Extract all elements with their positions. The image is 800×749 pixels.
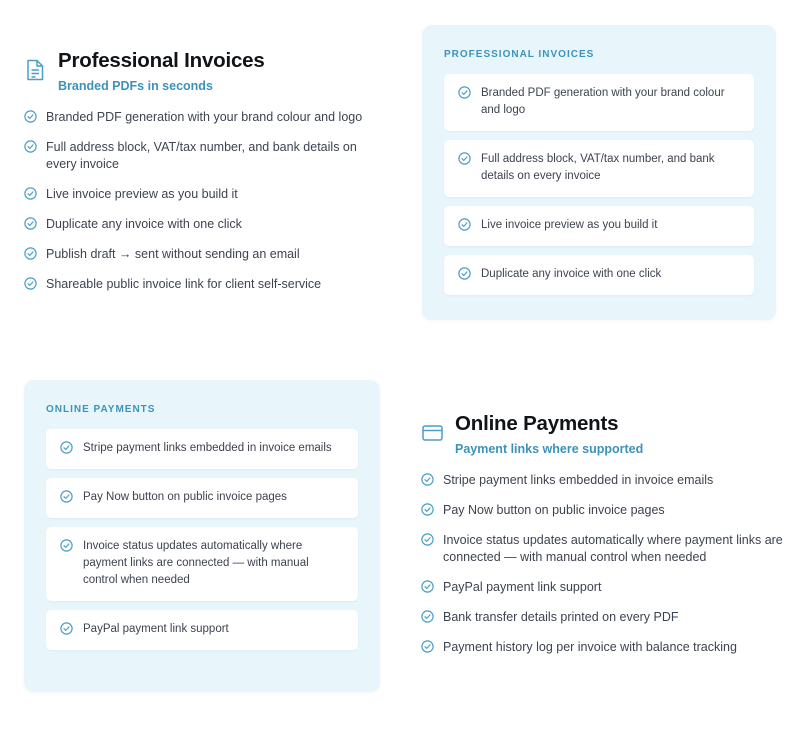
- panel-card: [444, 206, 754, 246]
- list-item-text: Payment history log per invoice with balance tracking: [443, 640, 737, 654]
- panel-card-text: Live invoice preview as you build it: [481, 219, 658, 231]
- payments-feature-list: [421, 472, 783, 656]
- list-item: [421, 579, 783, 596]
- panel-card: [444, 140, 754, 197]
- list-item: [24, 216, 384, 233]
- list-item-text: Duplicate any invoice with one click: [46, 217, 242, 231]
- check-circle-icon: [421, 610, 434, 623]
- panel-card: [46, 610, 358, 650]
- list-item: [24, 186, 384, 203]
- invoices-title: Professional Invoices: [58, 49, 265, 72]
- panel-card-text: Branded PDF generation with your brand colour and logo: [481, 87, 725, 116]
- list-item: [421, 472, 783, 489]
- credit-card-icon: [421, 421, 445, 445]
- invoices-subtitle: Branded PDFs in seconds: [58, 79, 213, 93]
- list-item: [24, 139, 384, 173]
- check-circle-icon: [421, 503, 434, 516]
- list-item: [421, 639, 783, 656]
- list-item: [24, 246, 384, 263]
- check-circle-icon: [60, 490, 73, 503]
- invoices-feature-list: [24, 109, 384, 293]
- invoices-panel: [422, 25, 776, 320]
- panel-card: [46, 429, 358, 469]
- list-item: [421, 532, 783, 566]
- document-icon: [24, 58, 48, 82]
- payments-subtitle: Payment links where supported: [455, 442, 644, 456]
- panel-card: [444, 74, 754, 131]
- panel-card-text: Full address block, VAT/tax number, and bank details on every invoice: [481, 153, 715, 182]
- list-item-text: Full address block, VAT/tax number, and bank details on every invoice: [46, 140, 357, 171]
- list-item-text: Shareable public invoice link for client self-service: [46, 277, 322, 291]
- check-circle-icon: [421, 473, 434, 486]
- list-item: [24, 109, 384, 126]
- check-circle-icon: [24, 247, 37, 260]
- check-circle-icon: [60, 622, 73, 635]
- check-circle-icon: [24, 187, 37, 200]
- list-item-text: PayPal payment link support: [443, 580, 602, 594]
- check-circle-icon: [458, 152, 471, 165]
- check-circle-icon: [458, 267, 471, 280]
- check-circle-icon: [421, 640, 434, 653]
- check-circle-icon: [24, 110, 37, 123]
- check-circle-icon: [24, 140, 37, 153]
- list-item-text: Invoice status updates automatically where payment links are connected — with manual control when needed: [443, 533, 783, 564]
- list-item-text: Stripe payment links embedded in invoice emails: [443, 473, 714, 487]
- invoices-feature: [24, 48, 384, 306]
- payments-panel: [24, 380, 380, 692]
- panel-card-text: Pay Now button on public invoice pages: [83, 491, 287, 503]
- check-circle-icon: [458, 86, 471, 99]
- list-item-text: Bank transfer details printed on every PDF: [443, 610, 679, 624]
- panel-card-text: Stripe payment links embedded in invoice emails: [83, 442, 332, 454]
- check-circle-icon: [458, 218, 471, 231]
- check-circle-icon: [60, 539, 73, 552]
- payments-title: Online Payments: [455, 412, 619, 435]
- panel-card-text: PayPal payment link support: [83, 623, 229, 635]
- list-item: [421, 609, 783, 626]
- list-item: [24, 276, 384, 293]
- payments-panel-label: ONLINE PAYMENTS: [46, 404, 156, 415]
- check-circle-icon: [60, 441, 73, 454]
- panel-card: [46, 478, 358, 518]
- panel-card-text: Invoice status updates automatically where payment links are connected — with manual control when needed: [83, 540, 309, 586]
- check-circle-icon: [24, 277, 37, 290]
- check-circle-icon: [24, 217, 37, 230]
- panel-card: [46, 527, 358, 601]
- list-item-text: Branded PDF generation with your brand colour and logo: [46, 110, 363, 124]
- check-circle-icon: [421, 533, 434, 546]
- panel-card-text: Duplicate any invoice with one click: [481, 268, 662, 280]
- list-item-text: Live invoice preview as you build it: [46, 187, 238, 201]
- list-item-text: Publish draft → sent without sending an email: [46, 247, 300, 261]
- panel-card: [444, 255, 754, 295]
- check-circle-icon: [421, 580, 434, 593]
- payments-feature: [421, 411, 783, 669]
- invoices-header: [24, 48, 384, 93]
- payments-header: [421, 411, 783, 456]
- invoices-panel-label: PROFESSIONAL INVOICES: [444, 49, 595, 60]
- list-item-text: Pay Now button on public invoice pages: [443, 503, 665, 517]
- list-item: [421, 502, 783, 519]
